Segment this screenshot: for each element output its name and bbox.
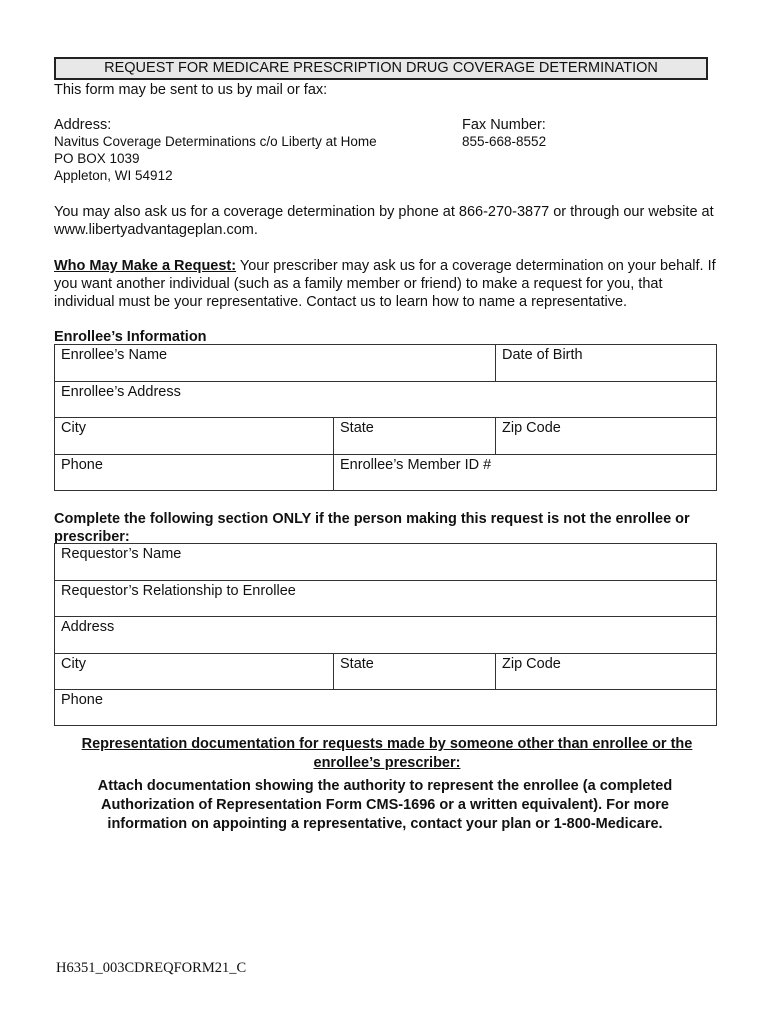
enrollee-city-field[interactable] bbox=[55, 418, 334, 455]
who-may-request-heading: Who May Make a Request: bbox=[54, 258, 237, 274]
address-line-1: Navitus Coverage Determinations c/o Liberty at Home bbox=[54, 134, 377, 149]
requestor-city-field[interactable] bbox=[55, 654, 334, 690]
address-line-3: Appleton, WI 54912 bbox=[54, 168, 173, 183]
representation-body: Attach documentation showing the authority to represent the enrollee (a completed Authorization of Representation Form CMS-1696 or a written equivalent). For more information on appointing a representative, contact your plan or 1-800-Medicare. bbox=[97, 778, 673, 832]
requestor-address-field[interactable] bbox=[55, 617, 717, 654]
requestor-zip-label: Zip Code bbox=[502, 656, 561, 672]
form-title: REQUEST FOR MEDICARE PRESCRIPTION DRUG COVERAGE DETERMINATION bbox=[54, 57, 708, 80]
requestor-name-field[interactable] bbox=[55, 544, 717, 581]
requestor-relationship-label: Requestor’s Relationship to Enrollee bbox=[61, 583, 296, 599]
enrollee-address-field[interactable] bbox=[55, 382, 717, 418]
enrollee-phone-label: Phone bbox=[61, 457, 103, 473]
requestor-name-label: Requestor’s Name bbox=[61, 546, 182, 562]
phone-info-text: You may also ask us for a coverage determination by phone at 866-270-3877 or through our website at www.libertyadvantageplan.com. bbox=[54, 204, 714, 238]
enrollee-name-field[interactable] bbox=[55, 345, 496, 382]
fax-number: 855-668-8552 bbox=[462, 134, 547, 149]
requestor-city-label: City bbox=[61, 656, 86, 672]
intro-text: This form may be sent to us by mail or fax: bbox=[54, 82, 328, 98]
address-line-2: PO BOX 1039 bbox=[54, 151, 140, 166]
enrollee-info-table bbox=[54, 344, 717, 491]
requestor-phone-field[interactable] bbox=[55, 690, 717, 726]
enrollee-section-heading: Enrollee’s Information bbox=[54, 329, 207, 345]
who-may-request-text: Your prescriber may ask us for a coverage determination on your behalf. If you want another individual (such as a family member or friend) to make a request for you, that individual must be your representative. Contact us to learn how to name a representative. bbox=[54, 258, 716, 310]
enrollee-state-label: State bbox=[340, 420, 374, 436]
requestor-address-label: Address bbox=[61, 619, 115, 635]
enrollee-member-id-field[interactable] bbox=[334, 455, 717, 491]
enrollee-address-label: Enrollee’s Address bbox=[61, 384, 181, 400]
requestor-relationship-field[interactable] bbox=[55, 581, 717, 617]
requestor-zip-field[interactable] bbox=[496, 654, 717, 690]
requestor-phone-label: Phone bbox=[61, 692, 103, 708]
enrollee-zip-label: Zip Code bbox=[502, 420, 561, 436]
enrollee-city-label: City bbox=[61, 420, 86, 436]
enrollee-state-field[interactable] bbox=[334, 418, 496, 455]
enrollee-zip-field[interactable] bbox=[496, 418, 717, 455]
date-of-birth-label: Date of Birth bbox=[502, 347, 583, 363]
requestor-state-label: State bbox=[340, 656, 374, 672]
representation-heading: Representation documentation for requests made by someone other than enrollee or the enrollee’s prescriber: bbox=[81, 736, 693, 771]
fax-label: Fax Number: bbox=[462, 117, 546, 133]
date-of-birth-field[interactable] bbox=[496, 345, 717, 382]
form-code: H6351_003CDREQFORM21_C bbox=[56, 960, 247, 976]
requestor-section-heading: Complete the following section ONLY if the person making this request is not the enrollee or prescriber: bbox=[54, 511, 690, 545]
address-label: Address: bbox=[54, 117, 112, 133]
enrollee-member-id-label: Enrollee’s Member ID # bbox=[340, 457, 492, 473]
requestor-info-table bbox=[54, 543, 717, 726]
requestor-state-field[interactable] bbox=[334, 654, 496, 690]
who-may-request-paragraph bbox=[54, 257, 718, 311]
enrollee-name-label: Enrollee’s Name bbox=[61, 347, 168, 363]
enrollee-phone-field[interactable] bbox=[55, 455, 334, 491]
